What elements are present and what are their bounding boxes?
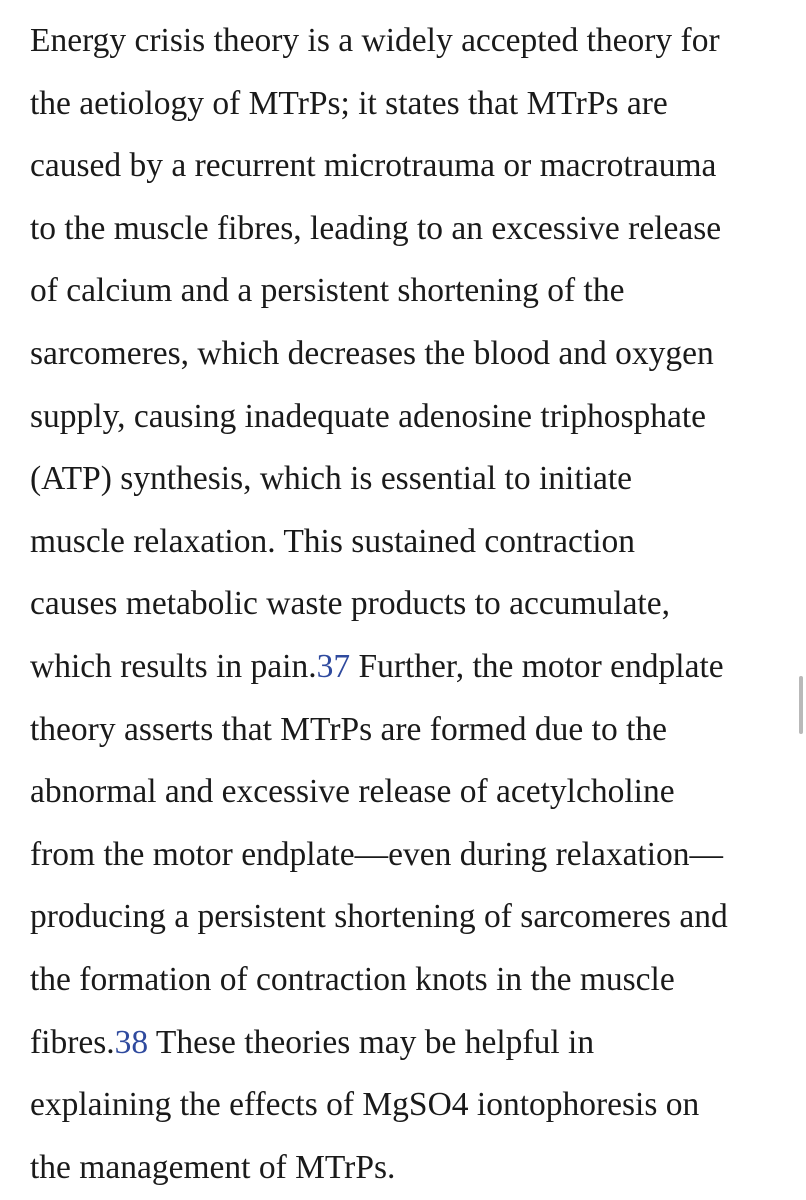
paragraph-line: abnormal and excessive release of acetylcholine	[30, 773, 675, 811]
paragraph-line: Energy crisis theory is a widely accepted theory for	[30, 22, 720, 59]
paragraph-line	[30, 1012, 790, 1075]
paragraph-line: sarcomeres, which decreases the blood and oxygen	[30, 334, 714, 372]
line-text: Further, the motor endplate	[350, 647, 724, 685]
paragraph-line: supply, causing inadequate adenosine triphosphate	[30, 397, 707, 435]
paragraph-line: theory asserts that MTrPs are formed due to the	[30, 710, 668, 748]
paragraph-line: causes metabolic waste products to accumulate,	[30, 585, 670, 623]
paragraph-line: the formation of contraction knots in the muscle	[30, 960, 675, 998]
paragraph-line: from the motor endplate—even during relaxation—	[30, 835, 724, 873]
scroll-indicator[interactable]	[799, 676, 803, 734]
paragraph-line: the aetiology of MTrPs; it states that MTrPs are	[30, 84, 668, 122]
paragraph-line: to the muscle fibres, leading to an excessive release	[30, 209, 722, 247]
reference-link-38[interactable]: 38	[114, 1023, 149, 1061]
paragraph-line: (ATP) synthesis, which is essential to initiate	[30, 460, 633, 498]
paragraph-line	[30, 636, 790, 699]
paragraph-line: producing a persistent shortening of sarcomeres and	[30, 898, 728, 936]
paragraph-line: of calcium and a persistent shortening of the	[30, 272, 625, 310]
article-paragraph	[30, 10, 790, 1199]
paragraph-line: caused by a recurrent microtrauma or macrotrauma	[30, 147, 717, 185]
paragraph-line: muscle relaxation. This sustained contraction	[30, 522, 636, 560]
reference-link-37[interactable]: 37	[316, 647, 351, 685]
line-text: These theories may be helpful in	[148, 1023, 595, 1061]
paragraph-line: the management of MTrPs.	[30, 1148, 396, 1186]
paragraph-line: explaining the effects of MgSO4 iontophoresis on	[30, 1086, 700, 1124]
line-text: which results in pain.	[30, 647, 317, 685]
line-text: fibres.	[30, 1023, 115, 1061]
